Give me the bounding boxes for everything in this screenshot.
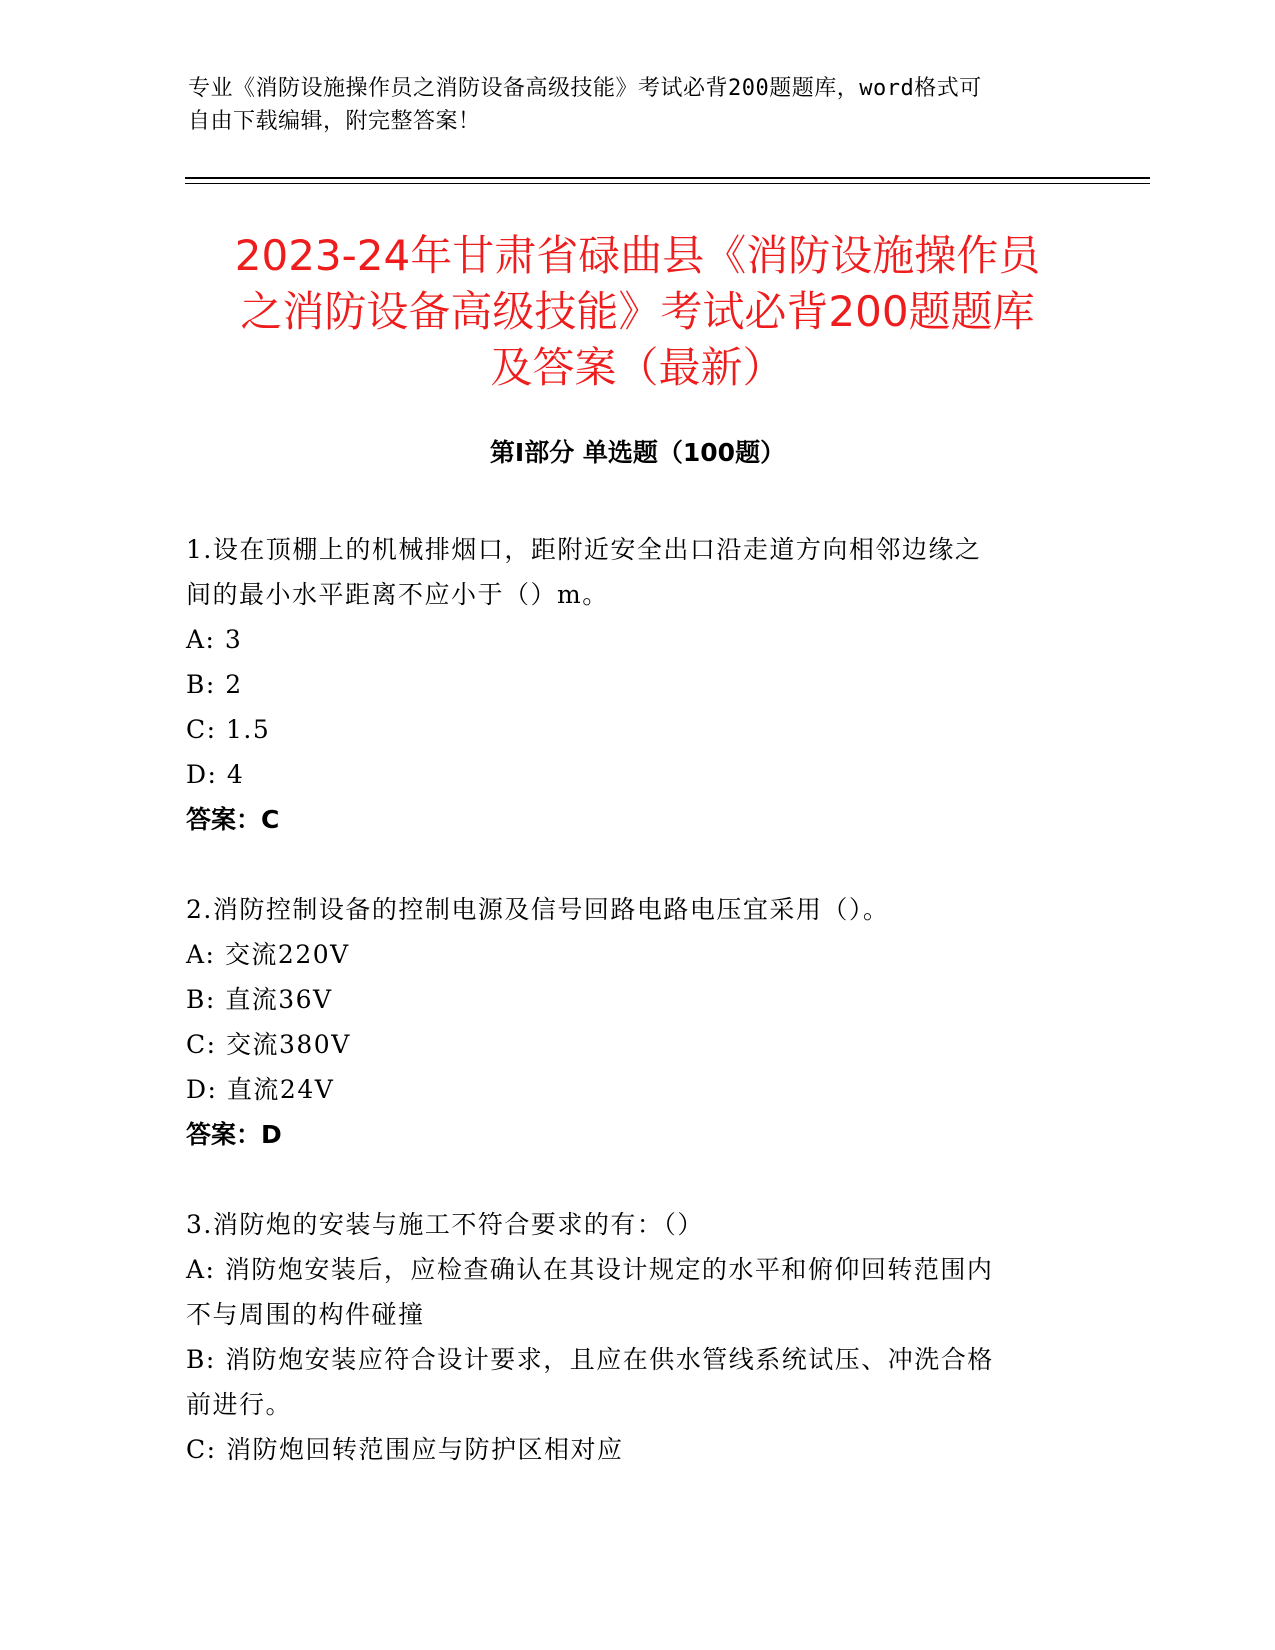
option-b: B: 消防炮安装应符合设计要求，且应在供水管线系统试压、冲洗合格 xyxy=(186,1345,994,1374)
header-note-line: 自由下载编辑，附完整答案！ xyxy=(188,109,481,134)
question-2 xyxy=(186,887,1086,1157)
question-stem: 2.消防控制设备的控制电源及信号回路电路电压宜采用（）。 xyxy=(186,895,890,924)
option-a: A: 交流220V xyxy=(186,940,350,969)
section-heading: 第I部分 单选题（100题） xyxy=(489,438,786,467)
header-note xyxy=(188,72,1088,138)
option-d: D: 直流24V xyxy=(186,1075,335,1104)
title-line: 之消防设备高级技能》考试必背200题题库 xyxy=(240,287,1035,336)
option-c: C: 交流380V xyxy=(186,1030,351,1059)
title-line: 及答案（最新） xyxy=(490,343,785,392)
document-title xyxy=(150,228,1125,396)
option-b: B: 直流36V xyxy=(186,985,333,1014)
question-1 xyxy=(186,527,1086,842)
option-c: C: 1.5 xyxy=(186,715,271,744)
option-b: B: 2 xyxy=(186,670,243,699)
option-a: A: 消防炮安装后，应检查确认在其设计规定的水平和俯仰回转范围内 xyxy=(186,1255,994,1284)
option-a: A: 3 xyxy=(186,625,243,654)
option-d: D: 4 xyxy=(186,760,245,789)
option-c: C: 消防炮回转范围应与防护区相对应 xyxy=(186,1435,624,1464)
answer: 答案：D xyxy=(186,1120,282,1149)
question-stem: 3.消防炮的安装与施工不符合要求的有：（） xyxy=(186,1210,704,1239)
header-note-line: 专业《消防设施操作员之消防设备高级技能》考试必背200题题库，word格式可 xyxy=(188,76,982,101)
question-3 xyxy=(186,1202,1086,1472)
title-line: 2023-24年甘肃省碌曲县《消防设施操作员 xyxy=(234,231,1041,280)
question-spacer xyxy=(186,842,1086,887)
option-b-continued: 前进行。 xyxy=(186,1390,293,1419)
header-rule-thin xyxy=(185,183,1150,184)
header-rule-thick xyxy=(185,177,1150,179)
answer: 答案：C xyxy=(186,805,280,834)
question-spacer xyxy=(186,1157,1086,1202)
question-stem: 1.设在顶棚上的机械排烟口，距附近安全出口沿走道方向相邻边缘之 xyxy=(186,535,982,564)
option-a-continued: 不与周围的构件碰撞 xyxy=(186,1300,425,1329)
question-stem: 间的最小水平距离不应小于（）m。 xyxy=(186,580,609,609)
question-list xyxy=(186,527,1086,1472)
